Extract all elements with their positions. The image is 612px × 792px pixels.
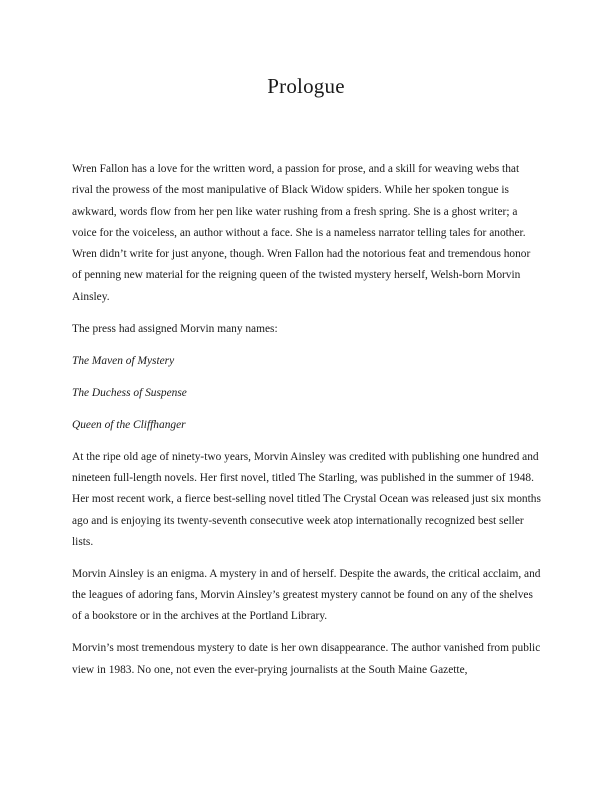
- epithet-item: Queen of the Cliffhanger: [72, 418, 186, 431]
- paragraph-disappearance: Morvin’s most tremendous mystery to date is her own disappearance. The author vanished from public view in 1983. No one, not even the ever-prying journalists at the South Maine Gazette,: [72, 642, 541, 676]
- document-body: [72, 159, 542, 692]
- paragraph-names-lead: The press had assigned Morvin many names:: [72, 322, 278, 335]
- paragraph-enigma: Morvin Ainsley is an enigma. A mystery in and of herself. Despite the awards, the critical acclaim, and the leagues of adoring fans, Morvin Ainsley’s greatest mystery cannot be found on any of the shelves of a bookstore or in the archives at the Portland Library.: [72, 567, 541, 623]
- epithet-item: The Maven of Mystery: [72, 354, 175, 367]
- epithet-item: The Duchess of Suspense: [72, 386, 187, 399]
- paragraph-career: At the ripe old age of ninety-two years, Morvin Ainsley was credited with publishing one hundred and nineteen full-length novels. Her first novel, titled The Starling, was published in the summer of 1948. Her most recent work, a fierce best-selling novel titled The Crystal Ocean was released just six months ago and is enjoying its twenty-seventh consecutive week atop internationally recognized best seller lists.: [72, 450, 541, 548]
- page-title: Prologue: [267, 74, 345, 98]
- paragraph-intro: Wren Fallon has a love for the written word, a passion for prose, and a skill for weaving webs that rival the prowess of the most manipulative of Black Widow spiders. While her spoken tongue is awkward, words flow from her pen like water rushing from a fresh spring. She is a ghost writer; a voice for the voiceless, an author without a face. She is a nameless narrator telling tales for another. Wren didn’t write for just anyone, though. Wren Fallon had the notorious feat and tremendous honor of penning new material for the reigning queen of the twisted mystery herself, Welsh-born Morvin Ainsley.: [72, 163, 531, 303]
